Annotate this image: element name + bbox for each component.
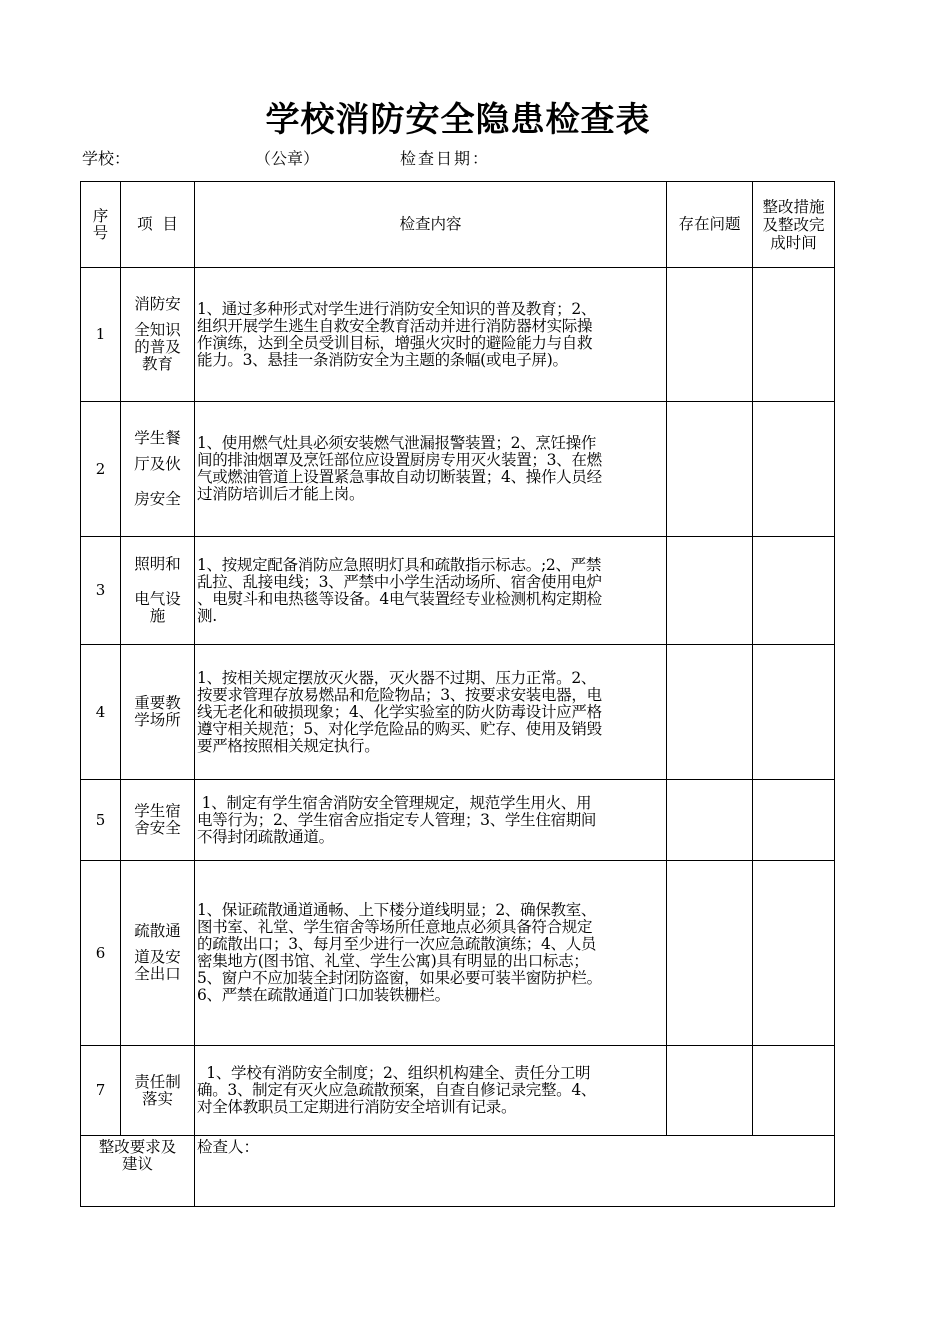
row-content [195, 402, 667, 537]
row-item: 学生宿 舍安全 [121, 780, 195, 861]
row-item: 责任制 落实 [121, 1046, 195, 1136]
seal-label: （公章） [255, 149, 320, 168]
header-seq: 序 号 [81, 182, 121, 268]
inspection-table [80, 181, 835, 1207]
row-item: 学生餐 厅及伙 房安全 [121, 402, 195, 537]
issues-cell[interactable] [667, 537, 753, 645]
row-content [195, 1046, 667, 1136]
row-content-text: 1、制定有学生宿舍消防安全管理规定，规范学生用火、用 电等行为；2、学生宿舍应指定专人管理；3、学生住宿期间 不得封闭疏散通道。 [197, 793, 597, 846]
inspection-date-label: 检查日期： [400, 149, 491, 168]
header-item: 项 目 [121, 182, 195, 268]
row-number: 2 [81, 402, 121, 537]
table-row [81, 861, 835, 1046]
table-header-row [81, 182, 835, 268]
rectify-cell[interactable] [753, 402, 835, 537]
row-item: 重要教 学场所 [121, 645, 195, 780]
rectify-cell[interactable] [753, 1046, 835, 1136]
footer-row [81, 1136, 835, 1207]
header-content: 检查内容 [195, 182, 667, 268]
table-row [81, 1046, 835, 1136]
row-content-text: 1、按相关规定摆放灭火器，灭火器不过期、压力正常。2、 按要求管理存放易燃品和危险物品；3、按要求安装电器，电 线无老化和破损现象；4、化学实验室的防火防毒设计应严格 遵守相关规范；5、对化学危险品的购买、贮存、使用及销毁 要严格按照相关规定执行。 [197, 668, 602, 755]
row-content-text: 1、保证疏散通道通畅、上下楼分道线明显；2、确保教室、 图书室、礼堂、学生宿舍等场所任意地点必须具备符合规定 的疏散出口；3、每月至少进行一次应急疏散演练；4、人员 密集地方(图书馆、礼堂、学生公寓)具有明显的出口标志； 5、窗户不应加装全封闭防盗窗，如果必要可装半窗防护栏。 6、严禁在疏散通道门口加装铁栅栏。 [197, 901, 602, 1004]
issues-cell[interactable] [667, 861, 753, 1046]
rectify-cell[interactable] [753, 645, 835, 780]
row-number: 7 [81, 1046, 121, 1136]
row-content [195, 861, 667, 1046]
row-content-text: 1、使用燃气灶具必须安装燃气泄漏报警装置；2、烹饪操作 间的排油烟罩及烹饪部位应设置厨房专用灭火装置；3、在燃 气或燃油管道上设置紧急事故自动切断装置；4、操作人员经 过消防培训后才能上岗。 [197, 434, 602, 503]
table-row [81, 268, 835, 402]
table-row [81, 780, 835, 861]
header-rectify: 整改措施 及整改完 成时间 [753, 182, 835, 268]
rectify-requirements-label: 整改要求及 建议 [81, 1136, 195, 1207]
inspector-label[interactable]: 检查人： [195, 1136, 835, 1207]
row-content-text: 1、通过多种形式对学生进行消防安全知识的普及教育；2、 组织开展学生逃生自救安全教育活动并进行消防器材实际操 作演练，达到全员受训目标，增强火灾时的避险能力与自救 能力。3、悬挂一条消防安全为主题的条幅(或电子屏)。 [197, 299, 597, 369]
issues-cell[interactable] [667, 268, 753, 402]
issues-cell[interactable] [667, 1046, 753, 1136]
issues-cell[interactable] [667, 780, 753, 861]
rectify-cell[interactable] [753, 780, 835, 861]
row-content [195, 645, 667, 780]
table-row [81, 537, 835, 645]
row-number: 5 [81, 780, 121, 861]
page-title: 学校消防安全隐患检查表 [265, 100, 651, 140]
row-number: 4 [81, 645, 121, 780]
table-row [81, 402, 835, 537]
row-content [195, 268, 667, 402]
row-content [195, 780, 667, 861]
school-label: 学校： [82, 149, 131, 168]
row-content-text: 1、学校有消防安全制度；2、组织机构建全、责任分工明 确。3、制定有灭火应急疏散预案，自查自修记录完整。4、 对全体教职员工定期进行消防安全培训有记录。 [197, 1064, 597, 1116]
row-item: 疏散通 道及安 全出口 [121, 861, 195, 1046]
row-content [195, 537, 667, 645]
row-item: 消防安 全知识 的普及 教育 [121, 268, 195, 402]
rectify-cell[interactable] [753, 537, 835, 645]
row-content-text: 1、按规定配备消防应急照明灯具和疏散指示标志。;2、严禁 乱拉、乱接电线；3、严禁中小学生活动场所、宿舍使用电炉 、电熨斗和电热毯等设备。4电气装置经专业检测机构定期检 测. [197, 555, 602, 625]
rectify-cell[interactable] [753, 268, 835, 402]
row-item: 照明和 电气设 施 [121, 537, 195, 645]
issues-cell[interactable] [667, 645, 753, 780]
header-issues: 存在问题 [667, 182, 753, 268]
row-number: 1 [81, 268, 121, 402]
rectify-cell[interactable] [753, 861, 835, 1046]
table-row [81, 645, 835, 780]
row-number: 6 [81, 861, 121, 1046]
row-number: 3 [81, 537, 121, 645]
issues-cell[interactable] [667, 402, 753, 537]
